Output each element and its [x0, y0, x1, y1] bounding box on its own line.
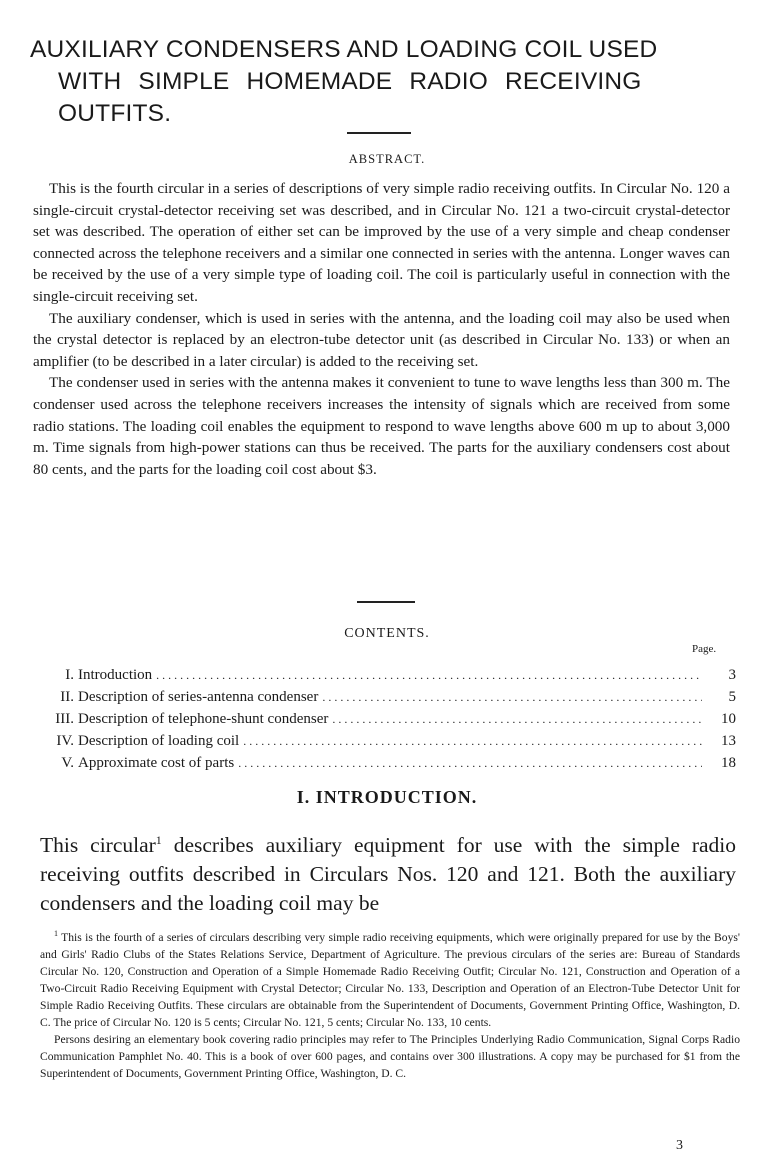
toc-leader-dots: [243, 730, 702, 752]
toc-entry-number: IV.: [56, 733, 74, 749]
toc-entry-number: I.: [65, 667, 74, 683]
toc-entry-title: Approximate cost of parts: [78, 755, 235, 771]
footnote-reference[interactable]: 1: [155, 833, 162, 847]
toc-entry-page: 3: [728, 667, 736, 683]
contents-heading: CONTENTS.: [344, 626, 430, 641]
toc-entry-loading-coil[interactable]: [40, 730, 736, 752]
footnote-2: Persons desiring an elementary book covering radio principles may refer to The Principles Underlying Radio Communication, Signal Corps Radio Communication Pamphlet No. 40. This is a book of over 600 pages, and contains over 300 illustrations. A copy may be purchased for $1 from the Superintendent of Documents, Government Printing Office, Washington, D. C.: [40, 1032, 740, 1080]
toc-entry-cost-of-parts[interactable]: [40, 752, 736, 774]
abstract-body: [33, 178, 730, 480]
title-divider: [347, 132, 411, 134]
abstract-paragraph: This is the fourth circular in a series of descriptions of very simple radio receiving outfits. In Circular No. 120 a single-circuit crystal-detector receiving set was described, and in Circular No. 121 a two-circuit crystal-detector set was described. The operation of either set can be improved by the use of a very simple and cheap condenser connected across the telephone receivers and a similar one connected in series with the antenna. Longer waves can be received by the use of a very simple type of loading coil. The coil is particularly useful in connection with the single-circuit receiving set.: [33, 180, 730, 305]
footnote-1: [40, 925, 740, 1031]
toc-entry-series-antenna-condenser[interactable]: [40, 686, 736, 708]
toc-entry-introduction[interactable]: [40, 664, 736, 686]
footnote-marker: 1: [54, 929, 58, 938]
toc-entry-title: Description of series-antenna condenser: [78, 689, 319, 705]
toc-entry-title: Description of loading coil: [78, 733, 240, 749]
page-number: 3: [676, 1138, 683, 1153]
contents-page-label: Page.: [692, 643, 717, 655]
introduction-text-rest: describes auxiliary equipment for use with the simple radio receiving outfits described in Circulars Nos. 120 and 121. Both the auxiliary condensers and the loading coil may be: [40, 833, 736, 916]
toc-leader-dots: [238, 752, 702, 774]
toc-entry-title: Description of telephone-shunt condenser: [78, 711, 329, 727]
introduction-text-start: This circular: [40, 833, 156, 858]
toc-leader-dots: [332, 708, 702, 730]
toc-entry-title: Introduction: [78, 667, 153, 683]
toc-entry-number: III.: [55, 711, 74, 727]
footnote-1-text: This is the fourth of a series of circulars describing very simple radio receiving equipments, which were originally prepared for use by the Boys' and Girls' Radio Clubs of the States Relations Service, Department of Agriculture. The previous circulars of the series are: Bureau of Standards Circular No. 120, Construction and Operation of a Simple Homemade Radio Receiving Outfit; Circular No. 121, Construction and Operation of a Two-Circuit Radio Receiving Equipment with Crystal Detector; Circular No. 133, Description and Operation of an Electron-Tube Detector Unit for Simple Radio Receiving Outfits. These circulars are obtainable from the Superintendent of Documents, Government Printing Office, Washington, D. C. The price of Circular No. 120 is 5 cents; Circular No. 121, 5 cents; Circular No. 133, 10 cents.: [40, 930, 740, 1029]
abstract-paragraph: The condenser used in series with the antenna makes it convenient to tune to wave lengths less than 300 m. The condenser used across the telephone receivers increases the intensity of signals which are received from some radio stations. The loading coil enables the equipment to respond to wave lengths above 600 m up to about 3,000 m. Time signals from high-power stations can thus be received. The parts for the auxiliary condensers cost about 80 cents, and the parts for the loading coil cost about $3.: [33, 374, 730, 478]
introduction-body: [40, 826, 736, 918]
abstract-paragraph: The auxiliary condenser, which is used in series with the antenna, and the loading coil may also be used when the crystal detector is replaced by an electron-tube detector unit (as described in Circular No. 133) or when an amplifier (to be described in a later circular) is added to the receiving set.: [33, 309, 730, 370]
page-title: [30, 34, 750, 130]
abstract-heading: ABSTRACT.: [348, 152, 426, 166]
toc-entry-page: 10: [721, 711, 736, 727]
footnotes: [40, 925, 740, 1082]
toc-leader-dots: [156, 664, 702, 686]
toc-entry-page: 13: [721, 733, 736, 749]
introduction-heading: I. INTRODUCTION.: [296, 787, 478, 807]
title-line-2: WITH SIMPLE HOMEMADE RADIO RECEIVING: [58, 68, 642, 95]
toc-entry-telephone-shunt-condenser[interactable]: [40, 708, 736, 730]
toc-entry-number: II.: [60, 689, 74, 705]
toc-entry-page: 5: [728, 689, 736, 705]
table-of-contents: [40, 664, 736, 774]
toc-leader-dots: [322, 686, 702, 708]
abstract-divider: [357, 601, 415, 603]
title-line-3: OUTFITS.: [58, 100, 172, 127]
toc-entry-number: V.: [61, 755, 74, 771]
title-line-1: AUXILIARY CONDENSERS AND LOADING COIL USED: [30, 36, 658, 63]
toc-entry-page: 18: [721, 755, 736, 771]
